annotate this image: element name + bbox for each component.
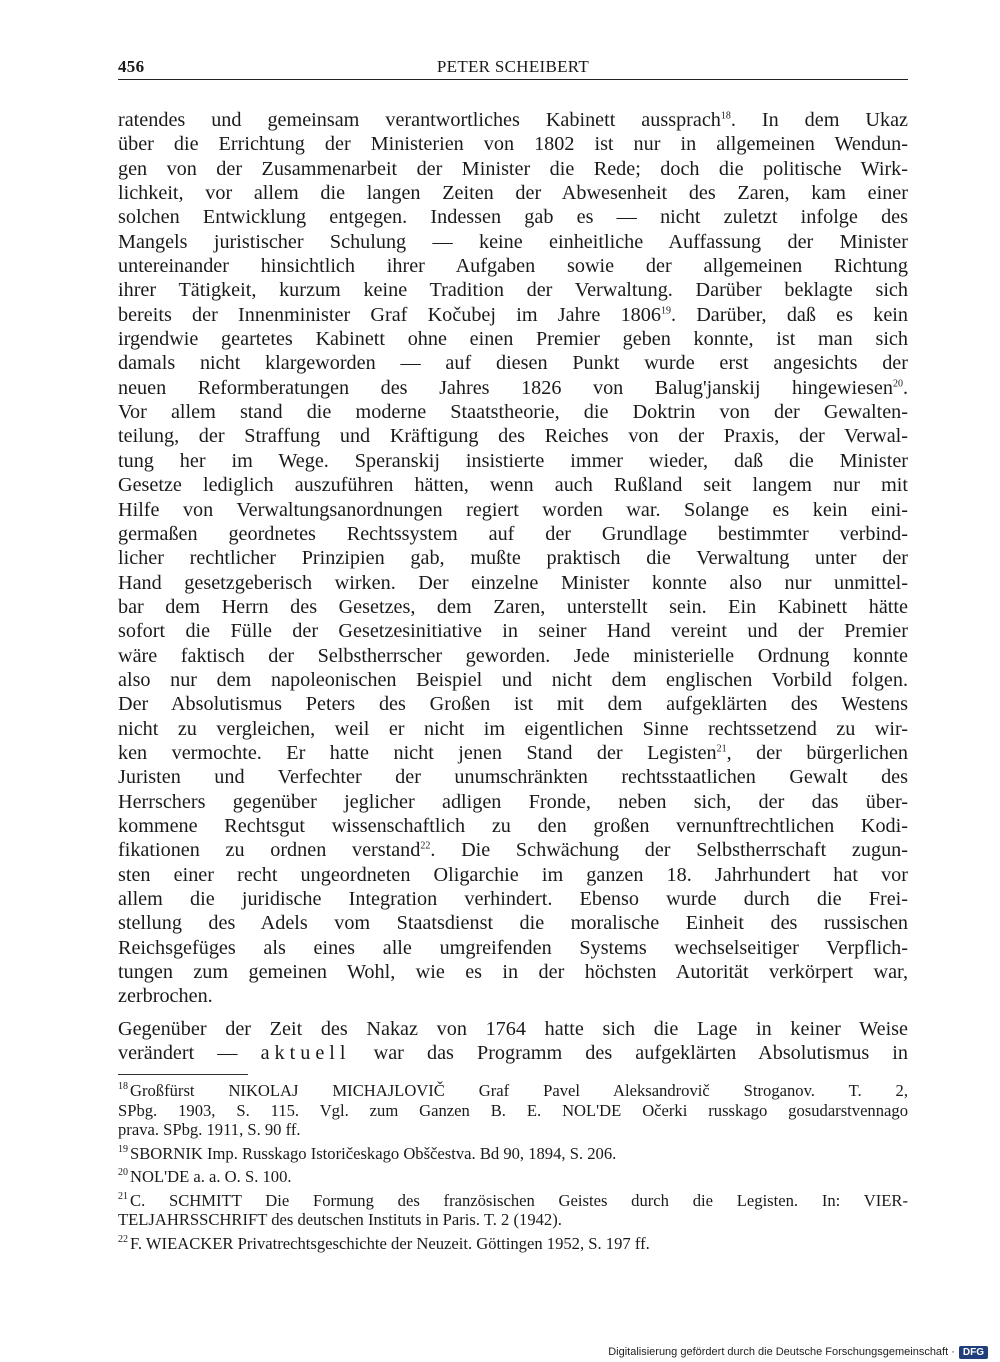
text-line: Gegenüber der Zeit des Nakaz von 1764 hatte sich die Lage in keiner Weise: [118, 1017, 908, 1040]
footnote-number: 21: [118, 1190, 128, 1202]
text-line: ihrer Tätigkeit, kurzum keine Tradition der Verwaltung. Darüber beklagte sich: [118, 279, 908, 302]
footnote-number: 20: [118, 1167, 128, 1179]
text-line: lichkeit, vor allem die langen Zeiten der Abwesenheit des Zaren, kam einer: [118, 182, 908, 205]
main-text: [118, 108, 908, 1065]
footnote-line: SPbg. 1903, S. 115. Vgl. zum Ganzen B. E. NOL'DE Očerki russkago gosudarstvennago: [118, 1100, 908, 1120]
footnote-number: 22: [118, 1233, 128, 1245]
text-line: bar dem Herrn des Gesetzes, dem Zaren, unterstellt sein. Ein Kabinett hätte: [118, 595, 908, 618]
dfg-logo: DFG: [959, 1346, 988, 1359]
text-line: sten einer recht ungeordneten Oligarchie im ganzen 18. Jahrhundert hat vor: [118, 863, 908, 886]
text-line: stellung des Adels vom Staatsdienst die moralische Einheit des russischen: [118, 912, 908, 935]
paragraph-2: [118, 1017, 908, 1066]
page-number: 456: [118, 57, 145, 76]
footnote-number: 19: [118, 1143, 128, 1155]
text-line: ratendes und gemeinsam verantwortliches Kabinett aussprach$^{18}$. In dem Ukaz: [118, 109, 908, 131]
text-line: Der Absolutismus Peters des Großen ist mit dem aufgeklärten des Westens: [118, 693, 908, 716]
text-line: Hand gesetzgeberisch wirken. Der einzelne Minister konnte also nur unmittel-: [118, 571, 908, 594]
text-line: gen von der Zusammenarbeit der Minister die Rede; doch die politische Wirk-: [118, 157, 908, 180]
footnote-line: $^{21}$ C. SCHMITT Die Formung des französischen Geistes durch die Legisten. In: VIER-: [118, 1190, 908, 1210]
footnote-reference: 21: [716, 743, 727, 755]
footnote-rule: [118, 1074, 248, 1075]
text-line: verändert — aktuell war das Programm des aufgeklärten Absolutismus in: [118, 1042, 908, 1065]
footnote-line: $^{20}$ NOL'DE a. a. O. S. 100.: [118, 1167, 292, 1186]
running-head: PETER SCHEIBERT: [436, 57, 590, 76]
text-line: Reichsgefüges als eines alle umgreifenden Systems wechselseitiger Verpflich-: [118, 936, 908, 959]
text-line: neuen Reformberatungen des Jahres 1826 von Balug'janskij hingewiesen$^{20}$.: [118, 376, 908, 399]
footnote: [118, 1167, 908, 1187]
footnote-reference: 22: [420, 840, 431, 852]
footnote-reference: 19: [660, 305, 671, 317]
footnote-line: TELJAHRSSCHRIFT des deutschen Instituts in Paris. T. 2 (1942).: [118, 1210, 562, 1229]
footnote-line: prava. SPbg. 1911, S. 90 ff.: [118, 1120, 301, 1139]
text-line: Gesetze lediglich auszuführen hätten, wenn auch Rußland seit langem nur mit: [118, 474, 908, 497]
text-line: also nur dem napoleonischen Beispiel und nicht dem englischen Vorbild folgen.: [118, 668, 908, 691]
footnote: [118, 1144, 908, 1164]
text-line: ken vermochte. Er hatte nicht jenen Stand der Legisten$^{21}$, der bürgerlichen: [118, 741, 908, 764]
footnote: [118, 1081, 908, 1140]
text-line: Vor allem stand die moderne Staatstheorie, die Doktrin von der Gewalten-: [118, 401, 908, 424]
text-line: fikationen zu ordnen verstand$^{22}$. Die Schwächung der Selbstherrschaft zugun-: [118, 839, 908, 862]
text-line: Hilfe von Verwaltungsanordnungen regiert worden war. Solange es kein eini-: [118, 498, 908, 521]
text-line: tung her im Wege. Speranskij insistierte immer wieder, daß die Minister: [118, 449, 908, 472]
digitization-footer: [608, 1343, 988, 1361]
text-line: Herrschers gegenüber jeglicher adligen Fronde, neben sich, der das über-: [118, 790, 908, 813]
paragraph-1: [118, 108, 908, 1009]
text-line: über die Errichtung der Ministerien von 1802 ist nur in allgemeinen Wendun-: [118, 133, 908, 156]
page-header: [118, 57, 908, 80]
footnote-line: $^{19}$ SBORNIK Imp. Russkago Istoričeskago Obščestva. Bd 90, 1894, S. 206.: [118, 1143, 617, 1163]
text-line: untereinander hinsichtlich ihrer Aufgaben sowie der allgemeinen Richtung: [118, 255, 908, 278]
text-line: tungen zum gemeinen Wohl, wie es in der höchsten Autorität verkörpert war,: [118, 961, 908, 984]
footnote: [118, 1191, 908, 1230]
footnote-line: $^{18}$ Großfürst NIKOLAJ MICHAJLOVIČ Graf Pavel Aleksandrovič Stroganov. T. 2,: [118, 1081, 908, 1100]
text-line: licher rechtlicher Prinzipien gab, mußte praktisch die Verwaltung unter der: [118, 547, 908, 570]
text-line: solchen Entwicklung entgegen. Indessen gab es — nicht zuletzt infolge des: [118, 206, 908, 229]
footnotes: [118, 1081, 908, 1253]
footnote-reference: 18: [720, 110, 731, 122]
text-line: germaßen geordnetes Rechtssystem auf der Grundlage bestimmter verbind-: [118, 522, 908, 545]
text-line: allem die juridische Integration verhindert. Ebenso wurde durch die Frei-: [118, 888, 908, 910]
footnote-reference: 20: [892, 378, 903, 390]
footnote-line: $^{22}$ F. WIEACKER Privatrechtsgeschichte der Neuzeit. Göttingen 1952, S. 197 ff.: [118, 1233, 650, 1253]
text-line: Mangels juristischer Schulung — keine einheitliche Auffassung der Minister: [118, 230, 908, 253]
footnote-number: 18: [118, 1081, 128, 1093]
text-line: zerbrochen.: [118, 985, 213, 1008]
text-line: bereits der Innenminister Graf Kočubej im Jahre 1806$^{19}$. Darüber, daß es kein: [118, 303, 908, 326]
emphasized-word: aktuell: [260, 1042, 351, 1065]
text-line: teilung, der Straffung und Kräftigung des Reiches von der Praxis, der Verwal-: [118, 425, 908, 448]
text-line: sofort die Fülle der Gesetzesinitiative in seiner Hand vereint und der Premier: [118, 620, 908, 643]
footnote: [118, 1234, 908, 1254]
text-line: nicht zu vergleichen, weil er nicht im eigentlichen Sinne rechtssetzend zu wir-: [118, 717, 908, 740]
footer-text: Digitalisierung gefördert durch die Deutsche Forschungsgemeinschaft ·: [608, 1346, 955, 1358]
text-line: kommene Rechtsgut wissenschaftlich zu den großen vernunftrechtlichen Kodi-: [118, 814, 908, 837]
text-line: Juristen und Verfechter der unumschränkten rechtsstaatlichen Gewalt des: [118, 766, 908, 789]
text-line: wäre faktisch der Selbstherrscher geworden. Jede ministerielle Ordnung konnte: [118, 644, 908, 667]
text-line: damals nicht klargeworden — auf diesen Punkt wurde erst angesichts der: [118, 352, 908, 375]
text-line: irgendwie geartetes Kabinett ohne einen Premier geben konnte, ist man sich: [118, 328, 908, 351]
